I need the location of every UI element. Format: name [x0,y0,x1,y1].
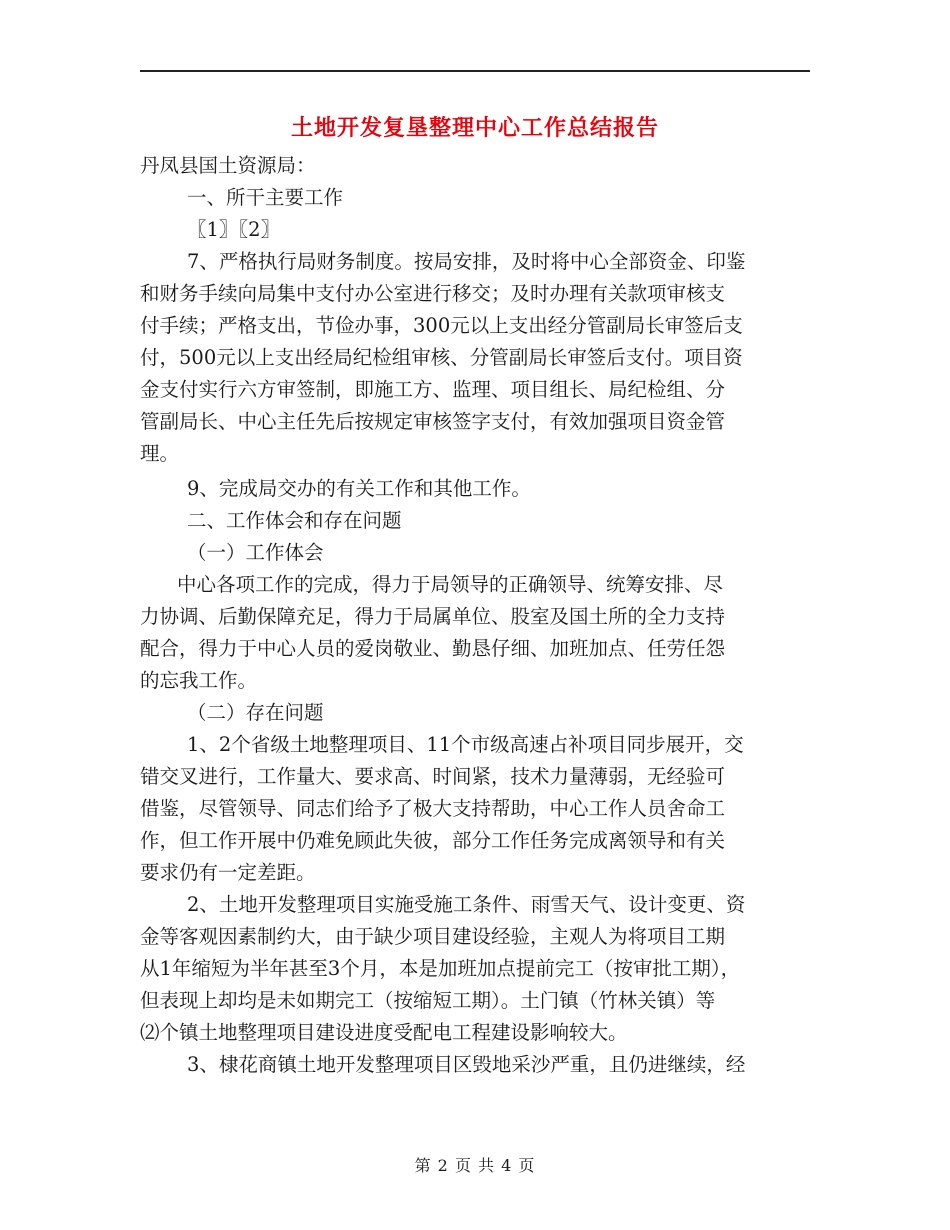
paragraph-line: 管副局长、中心主任先后按规定审核签字支付，有效加强项目资金管 [140,410,726,433]
paragraph-line: 中心各项工作的完成，得力于局领导的正确领导、统筹安排、尽 [177,573,724,596]
paragraph-line: 2、土地开发整理项目实施受施工条件、雨雪天气、设计变更、资 [187,893,746,916]
paragraph-line: 但表现上却均是未如期完工（按缩短工期）。土门镇（竹林关镇）等 [140,989,716,1012]
subsection-heading: （一）工作体会 [187,541,324,564]
paragraph-line: 借鉴，尽管领导、同志们给予了极大支持帮助，中心工作人员舍命工 [140,797,726,820]
paragraph-line: 错交叉进行，工作量大、要求高、时间紧，技术力量薄弱，无经验可 [140,765,726,788]
paragraph-line: 付手续；严格支出，节俭办事，300元以上支出经分管副局长审签后支 [140,314,743,337]
paragraph-line: 从1年缩短为半年甚至3个月，本是加班加点提前完工（按审批工期）， [140,957,741,980]
paragraph-line: 配合，得力于中心人员的爱岗敬业、勤恳仔细、加班加点、任劳任怨 [140,637,726,660]
paragraph-line: 金支付实行六方审签制，即施工方、监理、项目组长、局纪检组、分 [140,378,726,401]
paragraph-line: 1、2个省级土地整理项目、11个市级高速占补项目同步展开，交 [187,733,744,756]
paragraph-line: 力协调、后勤保障充足，得力于局属单位、股室及国土所的全力支持 [140,605,726,628]
salutation: 丹凤县国土资源局： [140,154,316,177]
section-heading: 二、工作体会和存在问题 [187,509,402,532]
paragraph-line: 作，但工作开展中仍难免顾此失彼，部分工作任务完成离领导和有关 [140,829,726,852]
paragraph-line: 9、完成局交办的有关工作和其他工作。 [187,477,531,500]
reference-marks: 〖1〗〖2〗 [187,218,281,241]
section-heading: 一、所干主要工作 [187,186,344,209]
paragraph-line: 7、严格执行局财务制度。按局安排，及时将中心全部资金、印鉴 [187,250,746,273]
document-title: 土地开发复垦整理中心工作总结报告 [290,116,659,141]
subsection-heading: （二）存在问题 [187,701,324,724]
paragraph-line: 的忘我工作。 [140,669,258,692]
paragraph-line: 3、棣花商镇土地开发整理项目区毁地采沙严重，且仍进继续，经 [187,1053,746,1076]
header-rule [140,70,810,72]
page-number: 第 2 页 共 4 页 [414,1156,536,1175]
paragraph-line: 理。 [140,442,180,465]
paragraph-line: 要求仍有一定差距。 [140,861,316,884]
paragraph-line: 金等客观因素制约大，由于缺少项目建设经验，主观人为将项目工期 [140,925,726,948]
document-body [140,150,812,1081]
paragraph-line: ⑵个镇土地整理项目建设进度受配电工程建设影响较大。 [140,1021,628,1044]
paragraph-line: 和财务手续向局集中支付办公室进行移交；及时办理有关款项审核支 [140,282,726,305]
paragraph-line: 付，500元以上支出经局纪检组审核、分管副局长审签后支付。项目资 [140,346,743,369]
